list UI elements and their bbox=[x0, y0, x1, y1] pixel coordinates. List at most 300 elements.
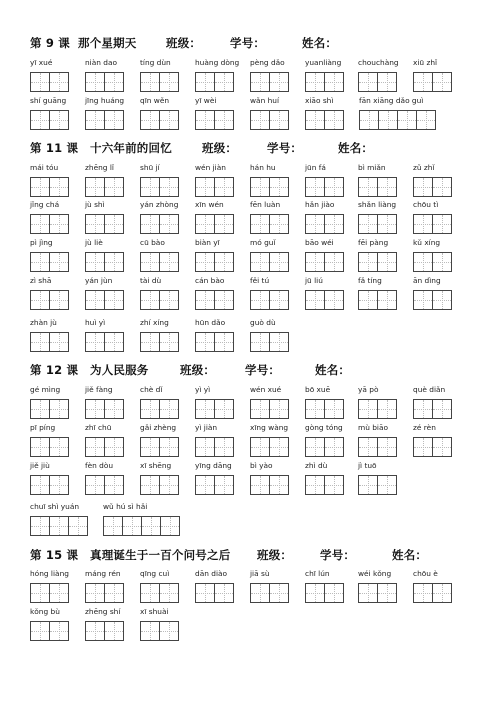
writing-box[interactable] bbox=[432, 290, 452, 310]
writing-grid bbox=[250, 437, 288, 457]
writing-box[interactable] bbox=[159, 177, 179, 197]
writing-box[interactable] bbox=[104, 110, 124, 130]
pinyin-label: tài dù bbox=[140, 276, 162, 285]
pinyin-label: jū liú bbox=[305, 276, 323, 285]
writing-grid bbox=[85, 399, 123, 419]
name-label: 姓名： bbox=[302, 36, 338, 50]
pinyin-label: yì yì bbox=[195, 385, 211, 394]
writing-box[interactable] bbox=[104, 290, 124, 310]
writing-box[interactable] bbox=[377, 437, 397, 457]
pinyin-label: yuanliàng bbox=[305, 58, 342, 67]
writing-box[interactable] bbox=[413, 437, 433, 457]
pinyin-label: chī lún bbox=[305, 569, 330, 578]
writing-grid bbox=[140, 475, 178, 495]
writing-box[interactable] bbox=[432, 72, 452, 92]
writing-box[interactable] bbox=[30, 516, 50, 536]
writing-grid bbox=[30, 290, 68, 310]
writing-grid bbox=[413, 214, 451, 234]
writing-box[interactable] bbox=[214, 332, 234, 352]
writing-box[interactable] bbox=[140, 475, 160, 495]
pinyin-label: jiā sù bbox=[250, 569, 270, 578]
writing-box[interactable] bbox=[159, 214, 179, 234]
writing-box[interactable] bbox=[140, 177, 160, 197]
writing-box[interactable] bbox=[377, 214, 397, 234]
writing-grid bbox=[358, 72, 396, 92]
writing-box[interactable] bbox=[195, 332, 215, 352]
writing-box[interactable] bbox=[250, 214, 270, 234]
writing-box[interactable] bbox=[214, 290, 234, 310]
pinyin-label: wǔ hú sì hǎi bbox=[103, 502, 148, 511]
writing-grid bbox=[85, 583, 123, 603]
writing-box[interactable] bbox=[432, 399, 452, 419]
writing-grid bbox=[305, 72, 343, 92]
pinyin-label: biàn yī bbox=[195, 238, 220, 247]
writing-grid bbox=[305, 214, 343, 234]
writing-box[interactable] bbox=[159, 252, 179, 272]
pinyin-label: pèng dǎo bbox=[250, 58, 285, 67]
writing-box[interactable] bbox=[104, 177, 124, 197]
writing-grid bbox=[250, 110, 288, 130]
pinyin-label: cán bào bbox=[195, 276, 225, 285]
writing-box[interactable] bbox=[195, 437, 215, 457]
writing-grid bbox=[250, 332, 288, 352]
writing-grid bbox=[358, 290, 396, 310]
writing-grid bbox=[30, 621, 68, 641]
writing-box[interactable] bbox=[85, 399, 105, 419]
writing-box[interactable] bbox=[103, 516, 123, 536]
writing-box[interactable] bbox=[140, 332, 160, 352]
pinyin-label: bì yào bbox=[250, 461, 273, 470]
writing-box[interactable] bbox=[85, 72, 105, 92]
pinyin-label: yì jiàn bbox=[195, 423, 218, 432]
writing-box[interactable] bbox=[159, 110, 179, 130]
pinyin-label: zhàn jù bbox=[30, 318, 57, 327]
writing-box[interactable] bbox=[305, 583, 325, 603]
writing-box[interactable] bbox=[104, 437, 124, 457]
writing-grid bbox=[140, 177, 178, 197]
writing-box[interactable] bbox=[195, 290, 215, 310]
pinyin-label: máng rén bbox=[85, 569, 121, 578]
writing-box[interactable] bbox=[49, 177, 69, 197]
writing-grid bbox=[85, 177, 123, 197]
writing-box[interactable] bbox=[104, 252, 124, 272]
writing-box[interactable] bbox=[104, 72, 124, 92]
pinyin-label: jiě fàng bbox=[85, 385, 113, 394]
writing-box[interactable] bbox=[324, 252, 344, 272]
pinyin-label: gǎi zhèng bbox=[140, 423, 177, 432]
writing-grid bbox=[305, 290, 343, 310]
writing-grid bbox=[85, 214, 123, 234]
writing-box[interactable] bbox=[324, 437, 344, 457]
pinyin-label: jì tuō bbox=[358, 461, 377, 470]
writing-box[interactable] bbox=[305, 437, 325, 457]
pinyin-label: yán jùn bbox=[85, 276, 113, 285]
writing-box[interactable] bbox=[269, 583, 289, 603]
writing-box[interactable] bbox=[49, 110, 69, 130]
pinyin-label: gòng tóng bbox=[305, 423, 343, 432]
writing-box[interactable] bbox=[159, 475, 179, 495]
writing-box[interactable] bbox=[49, 72, 69, 92]
writing-box[interactable] bbox=[250, 110, 270, 130]
pinyin-label: jiě jiù bbox=[30, 461, 50, 470]
lesson-number: 第 15 课 bbox=[30, 548, 79, 562]
writing-box[interactable] bbox=[195, 252, 215, 272]
writing-box[interactable] bbox=[269, 399, 289, 419]
writing-box[interactable] bbox=[377, 72, 397, 92]
writing-box[interactable] bbox=[324, 110, 344, 130]
writing-box[interactable] bbox=[141, 516, 161, 536]
writing-box[interactable] bbox=[49, 214, 69, 234]
lesson-number: 第 12 课 bbox=[30, 363, 79, 377]
writing-box[interactable] bbox=[250, 177, 270, 197]
writing-grid bbox=[195, 437, 233, 457]
writing-box[interactable] bbox=[359, 110, 379, 130]
writing-box[interactable] bbox=[140, 214, 160, 234]
writing-grid bbox=[85, 332, 123, 352]
pinyin-label: chouchàng bbox=[358, 58, 399, 67]
writing-box[interactable] bbox=[49, 516, 69, 536]
pinyin-label: cū bào bbox=[140, 238, 165, 247]
writing-box[interactable] bbox=[358, 583, 378, 603]
pinyin-label: pī píng bbox=[30, 423, 56, 432]
writing-box[interactable] bbox=[269, 214, 289, 234]
pinyin-label: zhēng shí bbox=[85, 607, 121, 616]
writing-box[interactable] bbox=[68, 516, 88, 536]
pinyin-label: qīn wěn bbox=[140, 96, 170, 105]
writing-box[interactable] bbox=[358, 475, 378, 495]
writing-box[interactable] bbox=[214, 583, 234, 603]
pinyin-label: xīng wàng bbox=[250, 423, 289, 432]
writing-box[interactable] bbox=[140, 72, 160, 92]
writing-box[interactable] bbox=[195, 214, 215, 234]
writing-box[interactable] bbox=[30, 621, 50, 641]
writing-box[interactable] bbox=[159, 290, 179, 310]
writing-box[interactable] bbox=[269, 177, 289, 197]
writing-grid bbox=[305, 399, 343, 419]
writing-grid bbox=[195, 252, 233, 272]
writing-box[interactable] bbox=[413, 177, 433, 197]
writing-grid bbox=[305, 475, 343, 495]
writing-grid bbox=[413, 583, 451, 603]
writing-box[interactable] bbox=[214, 177, 234, 197]
pinyin-label: chuī shì yuán bbox=[30, 502, 80, 511]
writing-box[interactable] bbox=[269, 252, 289, 272]
writing-box[interactable] bbox=[397, 110, 417, 130]
writing-box[interactable] bbox=[358, 290, 378, 310]
writing-box[interactable] bbox=[49, 252, 69, 272]
writing-box[interactable] bbox=[104, 583, 124, 603]
writing-box[interactable] bbox=[140, 621, 160, 641]
writing-box[interactable] bbox=[413, 252, 433, 272]
writing-box[interactable] bbox=[305, 214, 325, 234]
writing-box[interactable] bbox=[214, 72, 234, 92]
writing-box[interactable] bbox=[49, 332, 69, 352]
writing-box[interactable] bbox=[269, 475, 289, 495]
writing-box[interactable] bbox=[432, 214, 452, 234]
writing-box[interactable] bbox=[250, 252, 270, 272]
writing-grid bbox=[358, 214, 396, 234]
writing-box[interactable] bbox=[85, 475, 105, 495]
writing-grid bbox=[195, 475, 233, 495]
writing-box[interactable] bbox=[305, 252, 325, 272]
writing-box[interactable] bbox=[305, 399, 325, 419]
writing-box[interactable] bbox=[378, 110, 398, 130]
writing-box[interactable] bbox=[49, 437, 69, 457]
writing-grid bbox=[140, 332, 178, 352]
writing-box[interactable] bbox=[140, 290, 160, 310]
writing-box[interactable] bbox=[30, 290, 50, 310]
writing-box[interactable] bbox=[159, 621, 179, 641]
writing-grid bbox=[413, 437, 451, 457]
writing-grid bbox=[140, 290, 178, 310]
writing-box[interactable] bbox=[160, 516, 180, 536]
pinyin-label: bāo wéi bbox=[305, 238, 334, 247]
writing-grid bbox=[195, 399, 233, 419]
writing-grid bbox=[85, 290, 123, 310]
writing-grid bbox=[85, 621, 123, 641]
writing-grid bbox=[250, 475, 288, 495]
writing-box[interactable] bbox=[377, 252, 397, 272]
writing-box[interactable] bbox=[377, 475, 397, 495]
writing-box[interactable] bbox=[159, 399, 179, 419]
writing-box[interactable] bbox=[30, 72, 50, 92]
writing-grid bbox=[195, 110, 233, 130]
writing-box[interactable] bbox=[159, 583, 179, 603]
pinyin-label: wén xué bbox=[250, 385, 282, 394]
writing-grid bbox=[85, 110, 123, 130]
pinyin-label: wén jiàn bbox=[195, 163, 226, 172]
writing-box[interactable] bbox=[305, 475, 325, 495]
writing-box[interactable] bbox=[49, 290, 69, 310]
writing-box[interactable] bbox=[49, 475, 69, 495]
writing-box[interactable] bbox=[159, 72, 179, 92]
writing-box[interactable] bbox=[85, 621, 105, 641]
writing-grid bbox=[413, 252, 451, 272]
writing-box[interactable] bbox=[269, 437, 289, 457]
pinyin-label: chōu è bbox=[413, 569, 438, 578]
writing-box[interactable] bbox=[305, 177, 325, 197]
writing-box[interactable] bbox=[30, 332, 50, 352]
writing-box[interactable] bbox=[122, 516, 142, 536]
writing-grid bbox=[30, 475, 68, 495]
name-label: 姓名： bbox=[315, 363, 351, 377]
writing-box[interactable] bbox=[358, 177, 378, 197]
writing-box[interactable] bbox=[195, 72, 215, 92]
writing-box[interactable] bbox=[269, 332, 289, 352]
lesson-number: 第 9 课 bbox=[30, 36, 71, 50]
writing-box[interactable] bbox=[85, 290, 105, 310]
writing-grid bbox=[358, 437, 396, 457]
writing-box[interactable] bbox=[358, 399, 378, 419]
writing-box[interactable] bbox=[30, 583, 50, 603]
writing-box[interactable] bbox=[377, 399, 397, 419]
writing-box[interactable] bbox=[30, 399, 50, 419]
class-label: 班级： bbox=[180, 363, 216, 377]
writing-box[interactable] bbox=[49, 399, 69, 419]
writing-box[interactable] bbox=[358, 214, 378, 234]
writing-box[interactable] bbox=[104, 399, 124, 419]
writing-box[interactable] bbox=[30, 177, 50, 197]
writing-box[interactable] bbox=[49, 583, 69, 603]
writing-box[interactable] bbox=[85, 583, 105, 603]
writing-grid bbox=[195, 290, 233, 310]
writing-grid bbox=[140, 252, 178, 272]
writing-box[interactable] bbox=[85, 177, 105, 197]
writing-box[interactable] bbox=[214, 399, 234, 419]
writing-box[interactable] bbox=[49, 621, 69, 641]
writing-box[interactable] bbox=[413, 583, 433, 603]
writing-grid bbox=[358, 475, 396, 495]
writing-box[interactable] bbox=[324, 290, 344, 310]
writing-grid bbox=[30, 72, 68, 92]
writing-box[interactable] bbox=[140, 110, 160, 130]
writing-box[interactable] bbox=[305, 290, 325, 310]
writing-grid bbox=[140, 437, 178, 457]
writing-box[interactable] bbox=[269, 290, 289, 310]
lesson-number: 第 11 课 bbox=[30, 141, 79, 155]
writing-box[interactable] bbox=[324, 72, 344, 92]
writing-box[interactable] bbox=[432, 583, 452, 603]
name-label: 姓名： bbox=[338, 141, 374, 155]
writing-box[interactable] bbox=[104, 214, 124, 234]
class-label: 班级： bbox=[202, 141, 238, 155]
writing-grid bbox=[85, 72, 123, 92]
writing-box[interactable] bbox=[324, 399, 344, 419]
writing-box[interactable] bbox=[432, 437, 452, 457]
writing-box[interactable] bbox=[358, 437, 378, 457]
pinyin-label: fèn dòu bbox=[85, 461, 114, 470]
student-id-label: 学号： bbox=[267, 141, 303, 155]
writing-box[interactable] bbox=[85, 332, 105, 352]
writing-box[interactable] bbox=[214, 214, 234, 234]
writing-box[interactable] bbox=[140, 399, 160, 419]
writing-grid bbox=[195, 177, 233, 197]
writing-box[interactable] bbox=[214, 475, 234, 495]
writing-box[interactable] bbox=[104, 621, 124, 641]
student-id-label: 学号： bbox=[245, 363, 281, 377]
pinyin-label: yán zhòng bbox=[140, 200, 179, 209]
writing-grid bbox=[250, 252, 288, 272]
writing-box[interactable] bbox=[324, 177, 344, 197]
writing-box[interactable] bbox=[195, 110, 215, 130]
pinyin-label: mái tóu bbox=[30, 163, 59, 172]
writing-box[interactable] bbox=[214, 437, 234, 457]
writing-box[interactable] bbox=[377, 177, 397, 197]
writing-grid bbox=[358, 583, 396, 603]
writing-box[interactable] bbox=[30, 252, 50, 272]
pinyin-label: gé mìng bbox=[30, 385, 61, 394]
writing-box[interactable] bbox=[377, 290, 397, 310]
writing-grid bbox=[85, 252, 123, 272]
writing-box[interactable] bbox=[432, 252, 452, 272]
writing-box[interactable] bbox=[250, 290, 270, 310]
pinyin-label: chè dǐ bbox=[140, 385, 163, 394]
writing-box[interactable] bbox=[30, 437, 50, 457]
writing-grid bbox=[195, 332, 233, 352]
writing-box[interactable] bbox=[324, 475, 344, 495]
writing-box[interactable] bbox=[358, 252, 378, 272]
writing-box[interactable] bbox=[250, 475, 270, 495]
pinyin-label: jù liè bbox=[85, 238, 103, 247]
pinyin-label: xī shēng bbox=[140, 461, 172, 470]
writing-box[interactable] bbox=[305, 110, 325, 130]
writing-box[interactable] bbox=[159, 437, 179, 457]
pinyin-label: fēn luàn bbox=[250, 200, 281, 209]
writing-box[interactable] bbox=[85, 110, 105, 130]
writing-box[interactable] bbox=[214, 110, 234, 130]
pinyin-label: zǔ zhǐ bbox=[413, 163, 435, 172]
pinyin-label: fǎ tíng bbox=[358, 276, 382, 285]
writing-box[interactable] bbox=[324, 583, 344, 603]
writing-box[interactable] bbox=[250, 583, 270, 603]
writing-box[interactable] bbox=[85, 437, 105, 457]
writing-box[interactable] bbox=[85, 214, 105, 234]
writing-grid bbox=[250, 399, 288, 419]
writing-box[interactable] bbox=[305, 72, 325, 92]
pinyin-label: mó guǐ bbox=[250, 238, 276, 247]
writing-box[interactable] bbox=[104, 332, 124, 352]
writing-box[interactable] bbox=[30, 475, 50, 495]
writing-box[interactable] bbox=[140, 252, 160, 272]
writing-box[interactable] bbox=[30, 110, 50, 130]
writing-box[interactable] bbox=[250, 72, 270, 92]
pinyin-label: tíng dùn bbox=[140, 58, 171, 67]
writing-grid bbox=[30, 332, 68, 352]
writing-box[interactable] bbox=[269, 72, 289, 92]
pinyin-label: mù biāo bbox=[358, 423, 389, 432]
pinyin-label: jīng huáng bbox=[85, 96, 125, 105]
writing-box[interactable] bbox=[432, 177, 452, 197]
writing-grid bbox=[30, 437, 68, 457]
writing-box[interactable] bbox=[30, 214, 50, 234]
writing-box[interactable] bbox=[159, 332, 179, 352]
writing-box[interactable] bbox=[413, 290, 433, 310]
writing-grid bbox=[140, 583, 178, 603]
writing-box[interactable] bbox=[413, 72, 433, 92]
writing-grid bbox=[30, 177, 68, 197]
writing-box[interactable] bbox=[195, 177, 215, 197]
pinyin-label: jù shì bbox=[85, 200, 105, 209]
pinyin-label: yīng dāng bbox=[195, 461, 232, 470]
writing-box[interactable] bbox=[195, 475, 215, 495]
pinyin-label: hóng liàng bbox=[30, 569, 69, 578]
writing-box[interactable] bbox=[104, 475, 124, 495]
writing-box[interactable] bbox=[377, 583, 397, 603]
writing-box[interactable] bbox=[413, 399, 433, 419]
writing-box[interactable] bbox=[195, 583, 215, 603]
writing-box[interactable] bbox=[195, 399, 215, 419]
pinyin-label: dān diào bbox=[195, 569, 228, 578]
writing-box[interactable] bbox=[413, 214, 433, 234]
writing-grid bbox=[85, 437, 123, 457]
writing-box[interactable] bbox=[140, 437, 160, 457]
writing-box[interactable] bbox=[85, 252, 105, 272]
pinyin-label: guò dù bbox=[250, 318, 276, 327]
writing-grid bbox=[250, 72, 288, 92]
writing-box[interactable] bbox=[250, 332, 270, 352]
writing-grid bbox=[140, 110, 178, 130]
writing-grid bbox=[305, 110, 343, 130]
writing-box[interactable] bbox=[416, 110, 436, 130]
writing-box[interactable] bbox=[358, 72, 378, 92]
writing-box[interactable] bbox=[324, 214, 344, 234]
writing-box[interactable] bbox=[140, 583, 160, 603]
writing-box[interactable] bbox=[250, 437, 270, 457]
writing-box[interactable] bbox=[250, 399, 270, 419]
pinyin-label: ān dìng bbox=[413, 276, 441, 285]
writing-box[interactable] bbox=[214, 252, 234, 272]
writing-box[interactable] bbox=[269, 110, 289, 130]
